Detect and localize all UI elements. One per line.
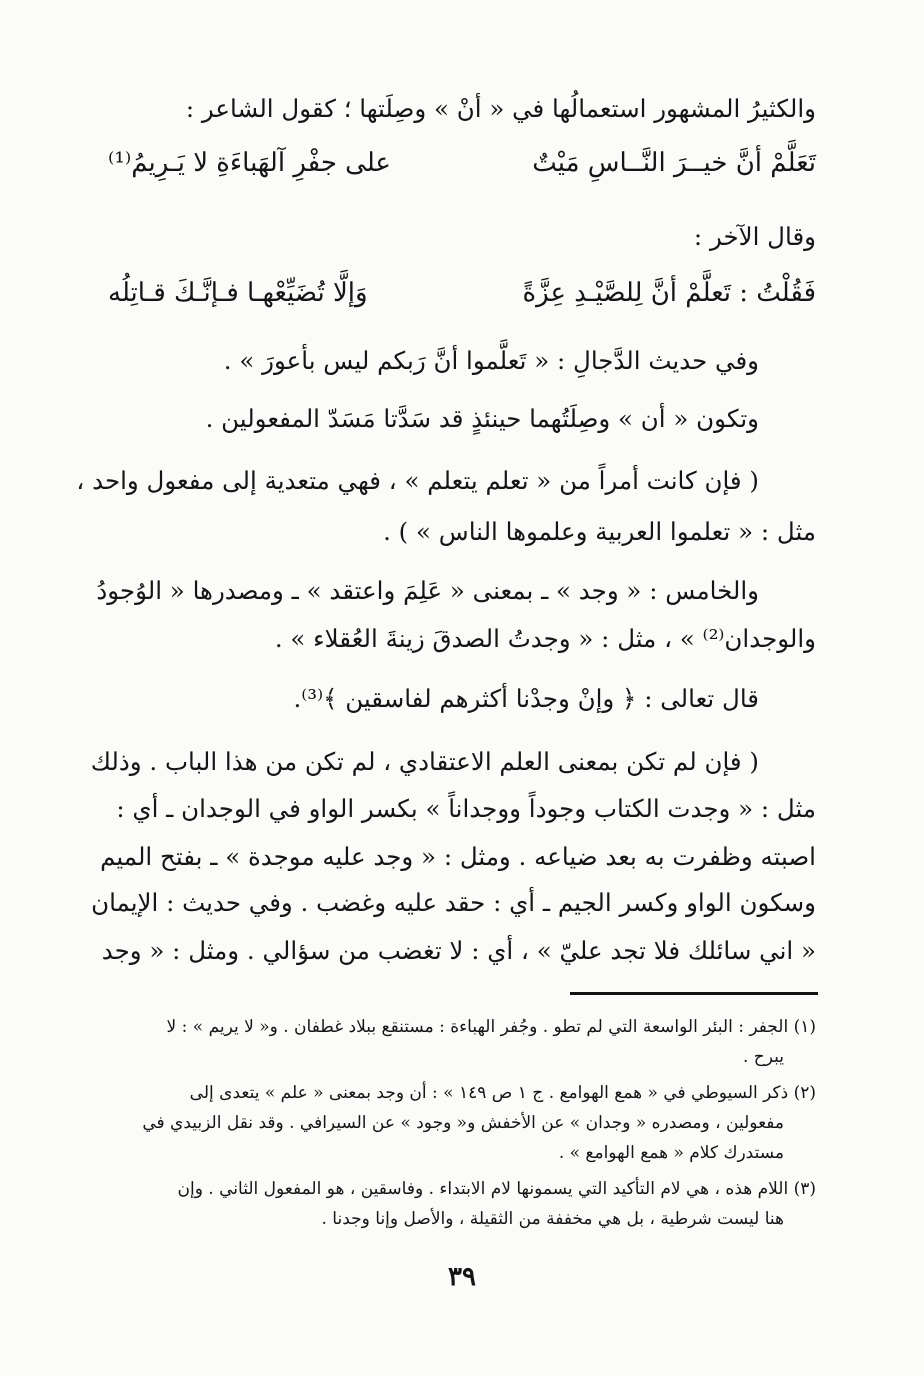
footnote-1-line-2: يبرح . [742, 1047, 784, 1067]
body-line-9: قال تعالى : ﴿ وإنْ وجدْنا أكثرهم لفاسقين ﴾⁽³⁾. [293, 684, 759, 713]
body-line-13: وسكون الواو وكسر الجيم ـ أي : حقد عليه وغضب . وفي حديث : الإيمان [91, 888, 816, 917]
footnote-2-line-3: مستدرك كلام « همع الهوامع » . [558, 1143, 784, 1163]
verse-2 [108, 276, 816, 310]
body-line-11: مثل : « وجدت الكتاب وجوداً ووجداناً » بكسر الواو في الوجدان ـ أي : [116, 794, 816, 823]
body-line-3: وفي حديث الدَّجالِ : « تَعلَّموا أنَّ رَبكم ليس بأعورَ » . [223, 346, 759, 375]
body-line-4: وتكون « أن » وصِلَتُهما حينئذٍ قد سَدَّتا مَسَدّ المفعولين . [205, 404, 759, 433]
body-line-2: وقال الآخر : [693, 222, 816, 251]
body-line-8: والوجدان⁽²⁾ » ، مثل : « وجدتُ الصدقَ زينةَ العُقلاء » . [274, 624, 816, 653]
page-number: ٣٩ [448, 1262, 476, 1292]
body-line-7: والخامس : « وجد » ـ بمعنى « عَلِمَ واعتقد » ـ ومصدرها « الوُجودُ [96, 576, 759, 605]
body-line-12: اصبته وظفرت به بعد ضياعه . ومثل : « وجد عليه موجدة » ـ بفتح الميم [100, 842, 816, 871]
body-line-1: والكثيرُ المشهور استعمالُها في « أنْ » وصِلَتها ؛ كقول الشاعر : [185, 94, 816, 123]
verse-1-hemistich-2: على جفْرِ آلهَباءَةِ لا يَـرِيمُ⁽¹⁾ [108, 148, 391, 178]
footnote-separator [570, 992, 818, 995]
verse-2-hemistich-1: فَقُلْتُ : تَعلَّمْ أنَّ لِلصَّيْـدِ عِزَّةً [522, 278, 816, 308]
verse-1 [108, 146, 816, 180]
footnote-3-line-1: (٣) اللام هذه ، هي لام التأكيد التي يسمونها لام الابتداء . وفاسقين ، هو المفعول الثاني . وإن [177, 1179, 816, 1199]
verse-2-hemistich-2: وَإلَّا تُضَيِّعْهـا فـإنَّـكَ قـاتِلُه [108, 278, 368, 308]
footnote-1-line-1: (١) الجفر : البئر الواسعة التي لم تطو . وجُفر الهباءة : مستنقع ببلاد غطفان . و« لا يريم » : لا [166, 1017, 816, 1037]
footnote-2-line-2: مفعولين ، ومصدره « وجدان » عن الأخفش و« وجود » عن السيرافي . وقد نقل الزبيدي في [142, 1113, 784, 1133]
footnote-2-line-1: (٢) ذكر السيوطي في « همع الهوامع . ج ١ ص ١٤٩ » : أن وجد بمعنى « علم » يتعدى إلى [189, 1083, 816, 1103]
body-line-14: « اني سائلك فلا تجد عليّ » ، أي : لا تغضب من سؤالي . ومثل : « وجد [101, 936, 816, 965]
body-line-6: مثل : « تعلموا العربية وعلموها الناس » ) . [383, 517, 816, 546]
body-line-5: ( فإن كانت أمراً من « تعلم يتعلم » ، فهي متعدية إلى مفعول واحد ، [76, 466, 759, 495]
body-line-10: ( فإن لم تكن بمعنى العلم الاعتقادي ، لم تكن من هذا الباب . وذلك [90, 747, 759, 776]
footnote-3-line-2: هنا ليست شرطية ، بل هي مخففة من الثقيلة ، والأصل وإنا وجدنا . [321, 1209, 784, 1229]
verse-1-hemistich-1: تَعَلَّمْ أنَّ خيــرَ النَّــاسِ مَيْتٌ [532, 148, 816, 178]
